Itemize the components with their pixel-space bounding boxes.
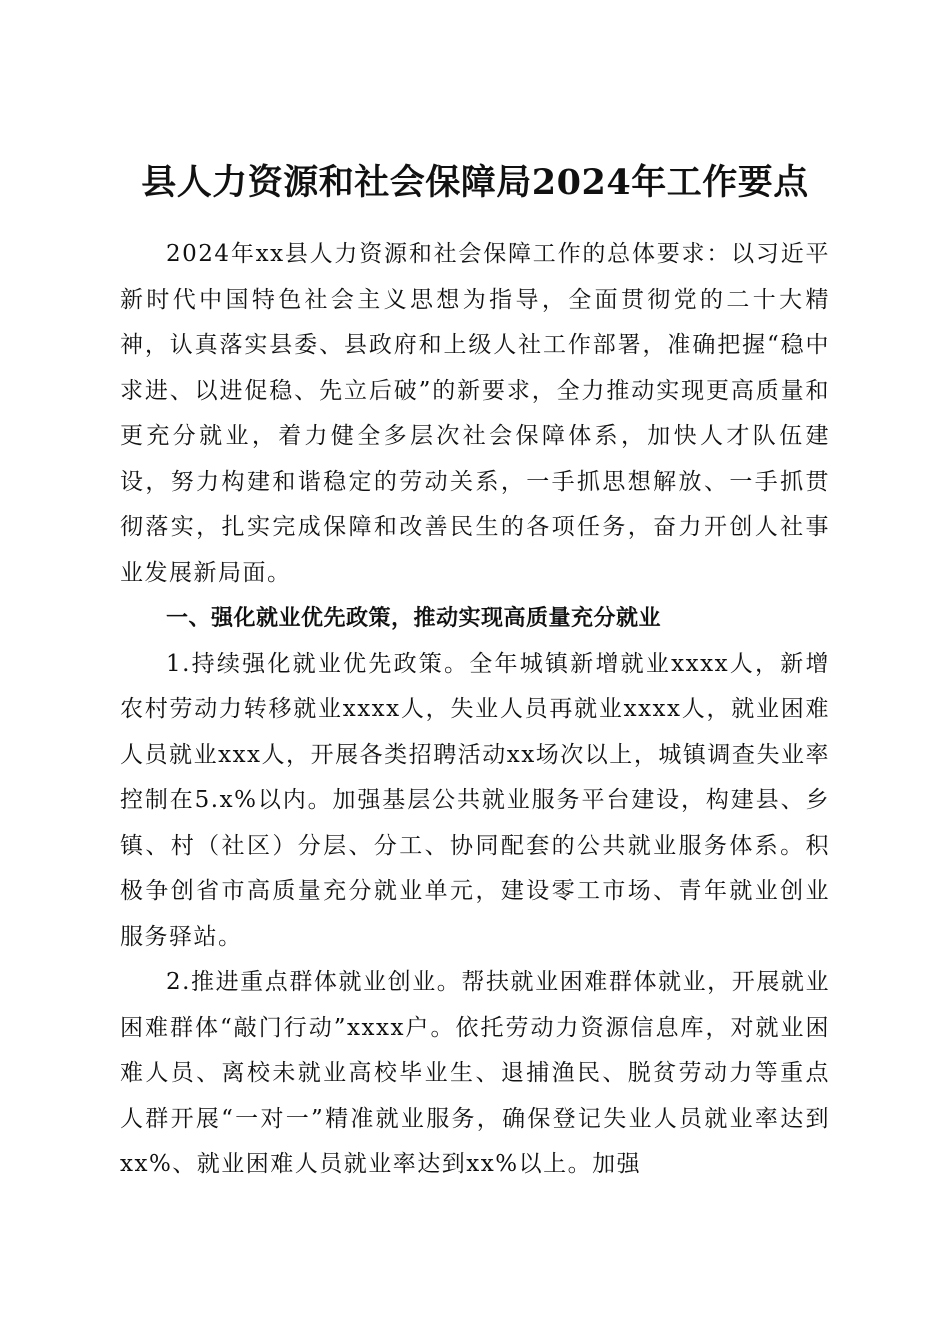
- section-1-heading: 一、强化就业优先政策，推动实现高质量充分就业: [166, 606, 662, 631]
- item-2-paragraph: 2.推进重点群体就业创业。帮扶就业困难群体就业，开展就业困难群体“敲门行动”xxxx户。依托劳动力资源信息库，对就业困难人员、离校未就业高校毕业生、退捕渔民、脱贫劳动力等重点人群开展“一对一”精准就业服务，确保登记失业人员就业率达到xx%、就业困难人员就业率达到xx%以上。加强: [120, 969, 830, 1177]
- item-1-paragraph: 1.持续强化就业优先政策。全年城镇新增就业xxxx人，新增农村劳动力转移就业xxxx人，失业人员再就业xxxx人，就业困难人员就业xxx人，开展各类招聘活动xx场次以上，城镇调查失业率控制在5.x%以内。加强基层公共就业服务平台建设，构建县、乡镇、村（社区）分层、分工、协同配套的公共就业服务体系。积极争创省市高质量充分就业单元，建设零工市场、青年就业创业服务驿站。: [120, 650, 830, 950]
- document-title: 县人力资源和社会保障局2024年工作要点: [141, 162, 809, 204]
- intro-paragraph: 2024年xx县人力资源和社会保障工作的总体要求：以习近平新时代中国特色社会主义思想为指导，全面贯彻党的二十大精神，认真落实县委、县政府和上级人社工作部署，准确把握“稳中求进、以进促稳、先立后破”的新要求，全力推动实现更高质量和更充分就业，着力健全多层次社会保障体系，加快人才队伍建设，努力构建和谐稳定的劳动关系，一手抓思想解放、一手抓贯彻落实，扎实完成保障和改善民生的各项任务，奋力开创人社事业发展新局面。: [120, 241, 830, 586]
- document-body: [120, 232, 830, 1188]
